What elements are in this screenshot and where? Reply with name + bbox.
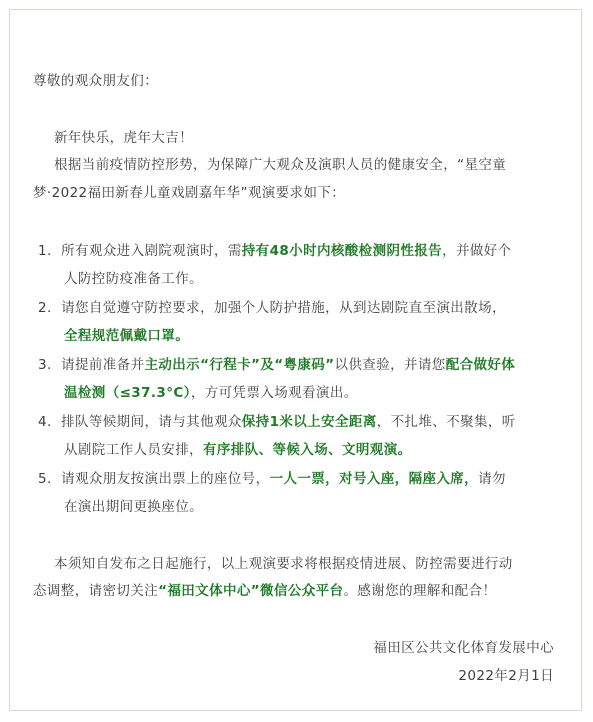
rule-1-number: 1. xyxy=(38,243,52,259)
rule-4-line-1 xyxy=(38,410,516,430)
signature-organization: 福田区公共文化体育发展中心 xyxy=(373,640,554,656)
rule-4-text: 排队等候期间，请与其他观众 xyxy=(61,414,242,430)
rule-3-line-2 xyxy=(64,381,358,401)
rule-3-text: 请提前准备并 xyxy=(61,357,145,373)
intro-line-2: 梦·2022福田新春儿童戏剧嘉年华”观演要求如下： xyxy=(33,185,346,201)
rule-4-text-2: 从剧院工作人员安排， xyxy=(64,442,203,458)
rule-5-line-1 xyxy=(38,467,506,487)
rule-1-text-end: ，并做好个 xyxy=(442,243,512,259)
rule-4-text-end: ，不扎堆、不聚集，听 xyxy=(376,414,516,430)
rule-3-highlight-3: 温检测（≤37.3°C） xyxy=(64,385,191,401)
rule-4-highlight-1: 保持1米以上安全距离 xyxy=(241,414,377,430)
rule-2-highlight: 全程规范佩戴口罩。 xyxy=(64,328,190,344)
rule-3-number: 3. xyxy=(38,357,52,373)
rule-5-line-2: 在演出期间更换座位。 xyxy=(64,499,203,515)
rule-1-line-1 xyxy=(38,239,512,259)
signature-date: 2022年2月1日 xyxy=(458,668,554,684)
closing-text-end: 。感谢您的理解和配合！ xyxy=(343,583,497,599)
closing-line-2 xyxy=(33,579,496,599)
rule-3-highlight-1: 主动出示“行程卡”及“粤康码” xyxy=(144,357,335,373)
rule-5-number: 5. xyxy=(38,471,52,487)
rule-1-line-2: 人防控防疫准备工作。 xyxy=(64,271,203,287)
rule-4-highlight-2: 有序排队、等候入场、文明观演。 xyxy=(203,442,412,458)
rule-3-line-1 xyxy=(38,353,515,373)
rule-2-text: 请您自觉遵守防控要求，加强个人防护措施，从到达剧院直至演出散场， xyxy=(61,300,506,316)
new-year-wish: 新年快乐，虎年大吉！ xyxy=(54,130,193,146)
closing-line-1: 本须知自发布之日起施行，以上观演要求将根据疫情进展、防控需要进行动 xyxy=(54,556,513,572)
rule-3-text-mid: 以供查验，并请您 xyxy=(334,357,446,373)
rule-2-line-1 xyxy=(38,296,506,316)
closing-text: 态调整，请密切关注 xyxy=(33,583,159,599)
rule-4-number: 4. xyxy=(38,414,52,430)
rule-1-highlight: 持有48小时内核酸检测阴性报告 xyxy=(241,243,443,259)
rule-1-text: 所有观众进入剧院观演时，需 xyxy=(61,243,242,259)
greeting: 尊敬的观众朋友们： xyxy=(33,73,159,89)
closing-highlight: “福田文体中心”微信公众平台 xyxy=(158,583,344,599)
rule-5-highlight: 一人一票，对号入座，隔座入席， xyxy=(269,471,479,487)
intro-line-1: 根据当前疫情防控形势，为保障广大观众及演职人员的健康安全，“星空童 xyxy=(54,157,507,173)
rule-5-text: 请观众朋友按演出票上的座位号， xyxy=(61,471,270,487)
rule-2-number: 2. xyxy=(38,300,52,316)
rule-4-line-2 xyxy=(64,438,412,458)
rule-3-text-end: ，方可凭票入场观看演出。 xyxy=(190,385,358,401)
rule-3-highlight-2: 配合做好体 xyxy=(445,357,516,373)
rule-5-text-end: 请勿 xyxy=(478,471,506,487)
